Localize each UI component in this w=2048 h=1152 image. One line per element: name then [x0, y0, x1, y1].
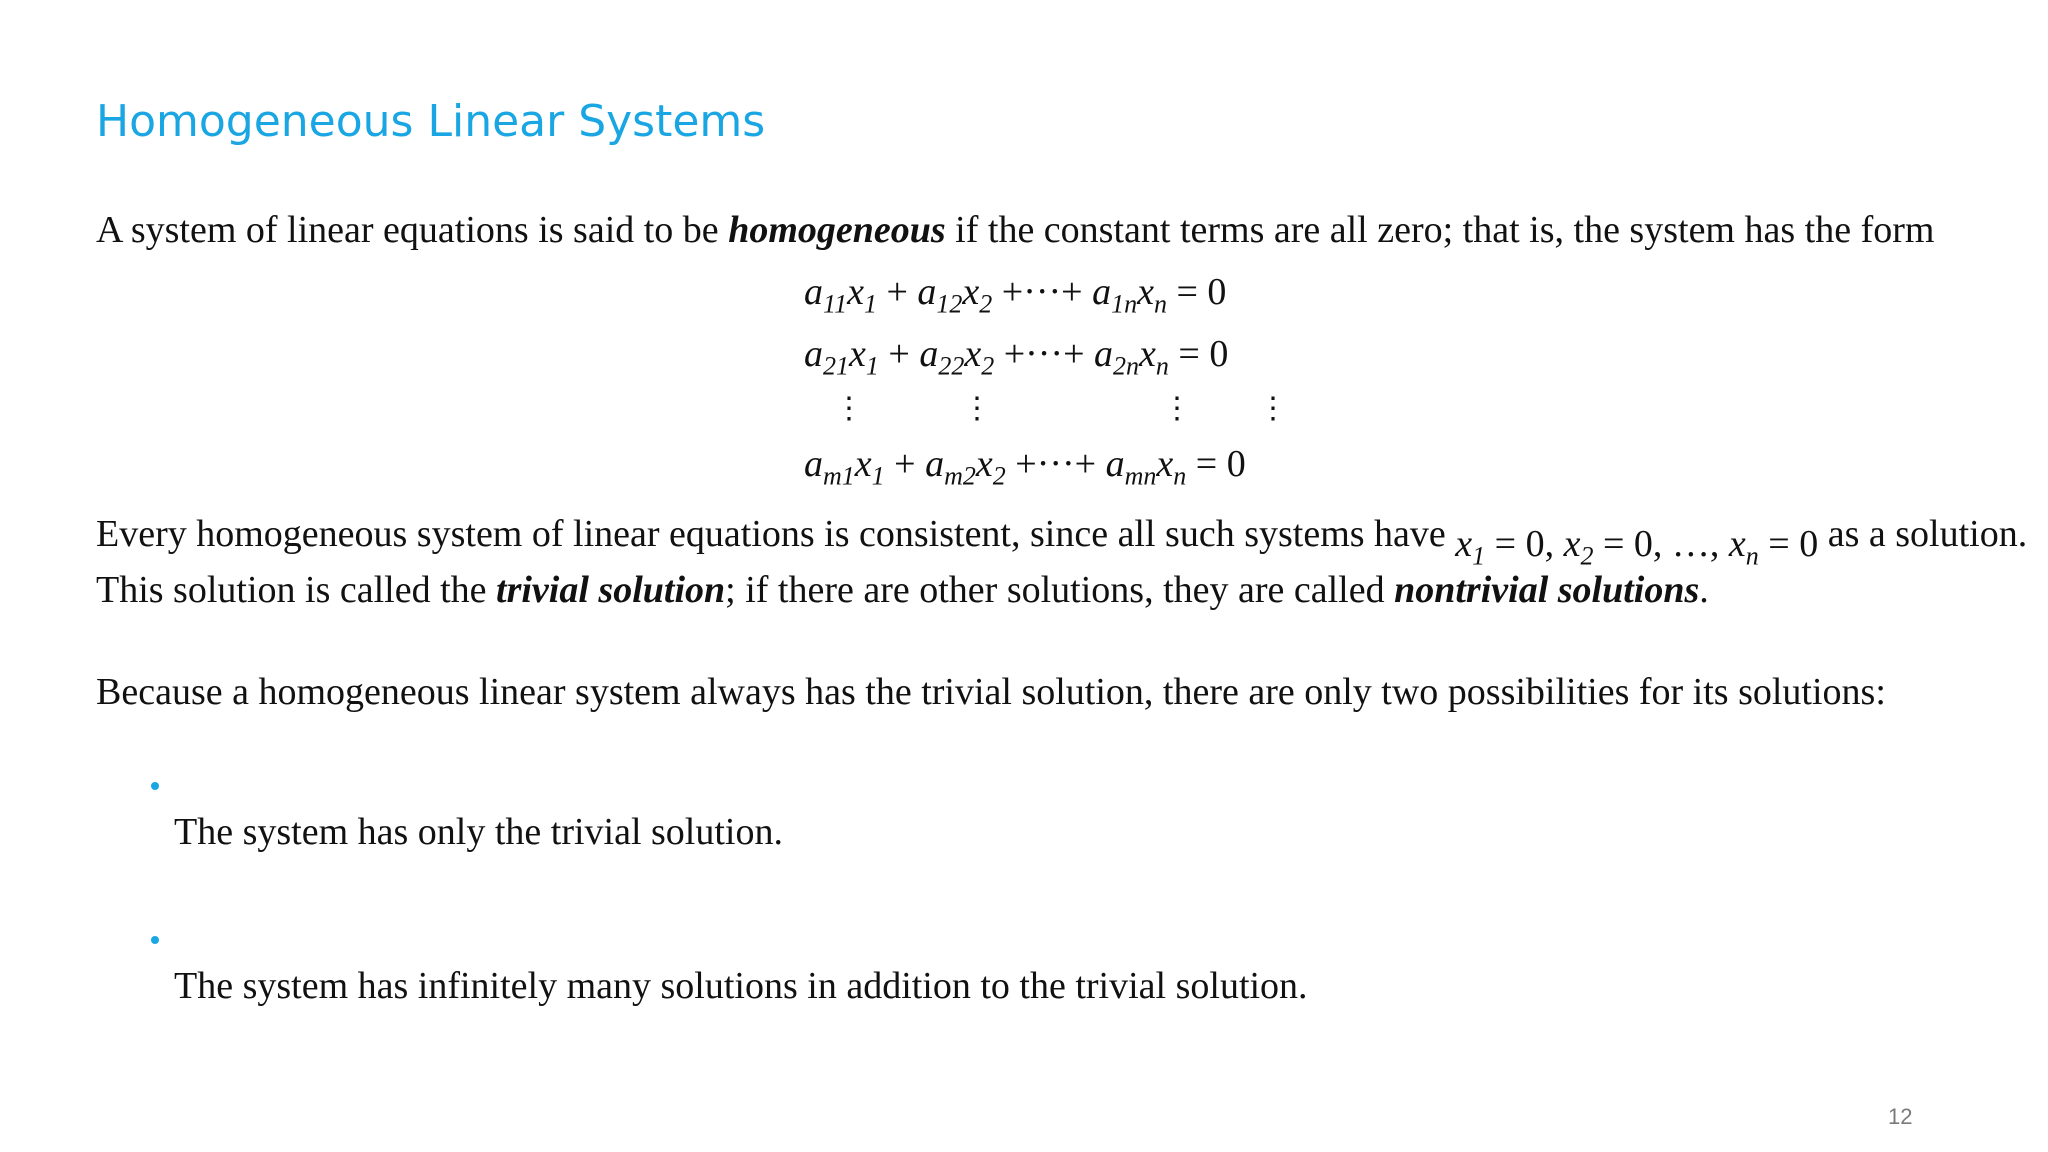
- consistency-text: Every homogeneous system of linear equations is consistent, since all such systems have: [96, 513, 1446, 555]
- trivial-paragraph: This solution is called the trivial solution; if there are other solutions, they are called nontrivial solutions.: [96, 569, 1709, 611]
- trivial-solution-math: $x_1 = 0$, $x_2 = 0$, …, $x_n = 0$: [1455, 523, 1819, 571]
- slide-title: Homogeneous Linear Systems: [96, 96, 766, 147]
- bullet-item: The system has only the trivial solution.: [174, 811, 783, 853]
- equation-row-1: $a_{11}x_1 + a_{12}x_2$ +···+ $a_{1n}x_n = 0$: [804, 271, 1227, 319]
- trivial-solution-term: trivial solution: [496, 569, 726, 611]
- definition-text-start: A system of linear equations is said to be: [96, 209, 729, 251]
- nontrivial-solutions-term: nontrivial solutions: [1394, 569, 1700, 611]
- equation-row-m: $a_{m1}x_1 + a_{m2}x_2$ +···+ $a_{mn}x_n = 0$: [804, 443, 1246, 491]
- vdots-col-3: ⋮: [1162, 391, 1192, 426]
- consistency-tail: as a solution.: [1827, 513, 2028, 555]
- bullet-dot-icon: [151, 782, 159, 790]
- definition-text-end: if the constant terms are all zero; that is, the system has the form: [945, 209, 1935, 251]
- vdots-col-1: ⋮: [834, 391, 864, 426]
- vdots-col-4: ⋮: [1258, 391, 1288, 426]
- bullet-dot-icon: [151, 936, 159, 944]
- page-number: 12: [1888, 1104, 1913, 1129]
- consistency-paragraph: [96, 512, 2028, 571]
- possibilities-paragraph: Because a homogeneous linear system always has the trivial solution, there are only two possibilities for its solutions:: [96, 671, 1886, 713]
- bullet-item: The system has infinitely many solutions in addition to the trivial solution.: [174, 965, 1308, 1007]
- definition-paragraph: [96, 208, 1934, 252]
- homogeneous-term: homogeneous: [728, 209, 946, 251]
- equation-row-2: $a_{21}x_1 + a_{22}x_2$ +···+ $a_{2n}x_n = 0$: [804, 333, 1229, 381]
- vdots-col-2: ⋮: [962, 391, 992, 426]
